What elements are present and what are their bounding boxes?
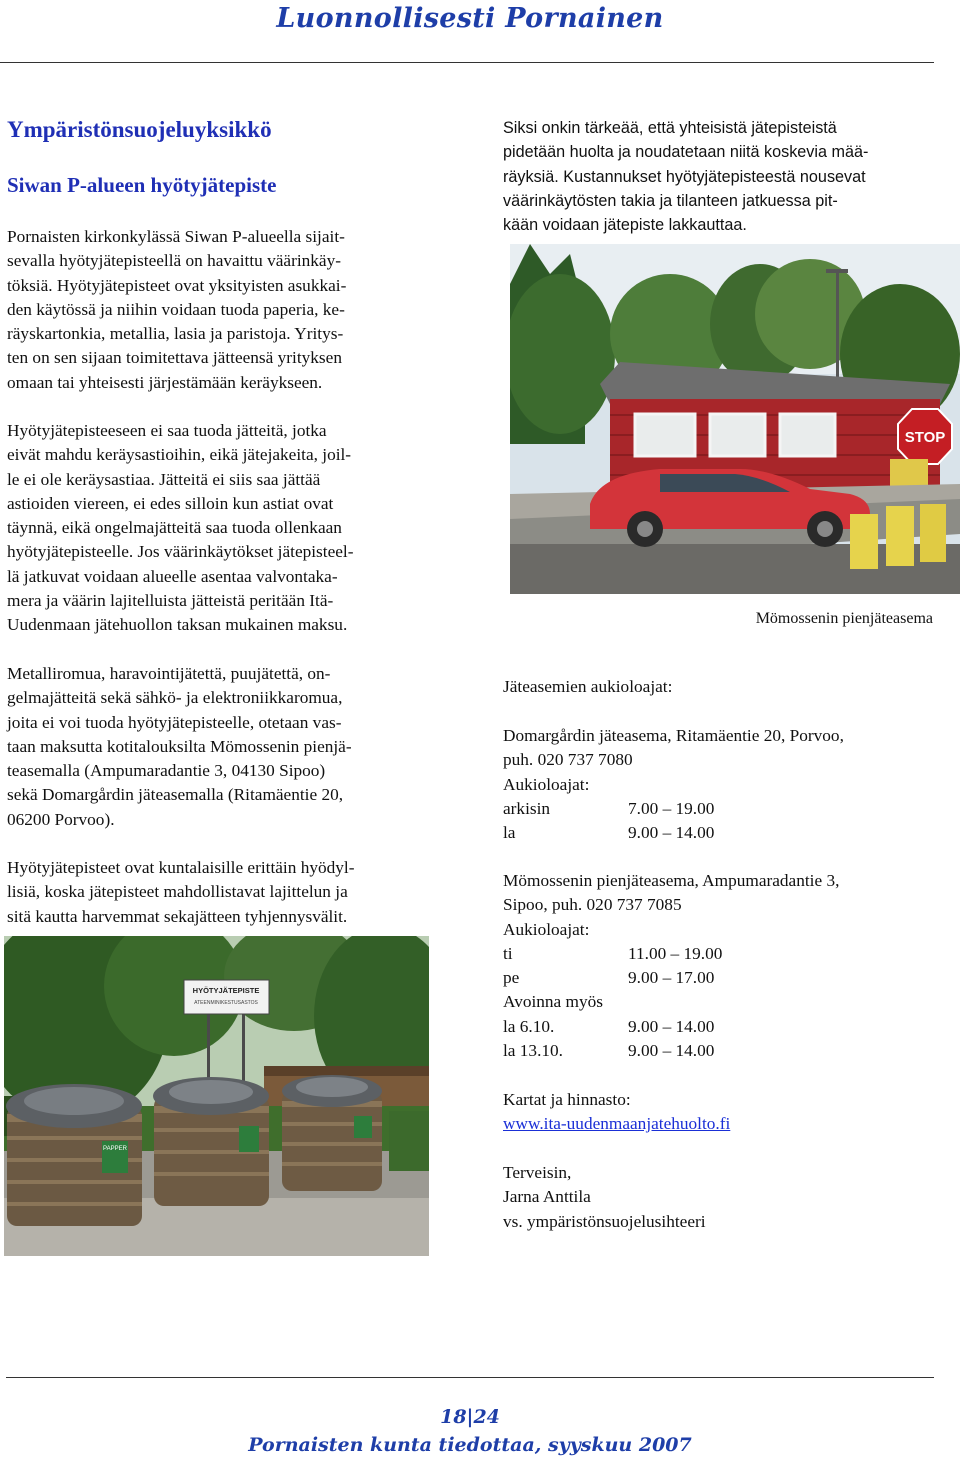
station-momossen <box>503 869 943 1063</box>
text-line: joita ei voi tuoda hyötyjätepisteelle, otetaan vas- <box>7 712 342 732</box>
hours-row <box>503 821 943 845</box>
recycling-bins-illustration <box>4 936 429 1256</box>
bin-1 <box>6 1084 142 1226</box>
text-line: sekä Domargårdin jäteasemalla (Ritamäentie 20, <box>7 785 344 805</box>
hours-day: arkisin <box>503 798 551 818</box>
waste-station-photo <box>510 244 960 594</box>
article-paragraph-1 <box>7 225 437 395</box>
text-line: omaan tai yhteisesti järjestämään keräykseen. <box>7 372 323 392</box>
text-line: täynnä, eikä ongelmajätteitä saa tuoda ollenkaan <box>7 518 342 538</box>
text-line: teasemalla (Ampumaradantie 3, 04130 Sipoo) <box>7 761 326 781</box>
hours-row <box>503 942 943 966</box>
stop-sign-text: STOP <box>904 429 946 446</box>
greeting: Terveisin, <box>503 1163 572 1182</box>
page-number: 18|24 <box>440 1406 500 1428</box>
hours-time: 9.00 – 14.00 <box>628 1016 715 1036</box>
text-line: eivät mahdu keräysastioihin, eikä jätejakeita, joil- <box>7 445 352 465</box>
text-line: astioiden viereen, ei edes silloin kun astiat ovat <box>7 493 334 513</box>
section-heading: Ympäristönsuojeluyksikkö <box>7 117 272 142</box>
text-line: väärinkäytösten takia ja tilanteen jatkuessa pit- <box>503 191 838 210</box>
text-line: kään voidaan jätepiste lakkauttaa. <box>503 216 747 235</box>
text-line: ten on sen sijaan toimitettava jätteensä yrityksen <box>7 348 342 368</box>
photo-caption: Mömossenin pienjäteasema <box>755 610 933 627</box>
text-line: le ei ole keräysastiaa. Jätteitä ei siis saa jättää <box>7 469 321 489</box>
sign-subtext: ATEENMINIKESTUSASTOS <box>194 1000 258 1006</box>
hours-label: Aukioloajat: <box>503 919 590 939</box>
hours-day: la 6.10. <box>503 1016 555 1036</box>
text-line: taan maksutta kotitalouksilta Mömossenin pienjä- <box>7 736 352 756</box>
hours-time: 7.00 – 19.00 <box>628 798 715 818</box>
text-line: Pornaisten kirkonkylässä Siwan P-alueella sijait- <box>7 227 345 246</box>
text-line: lisiä, koska jätepisteet mahdollistavat lajittelun ja <box>7 882 348 902</box>
text-line: pidetään huolta ja noudatetaan niitä koskevia mää- <box>503 143 869 162</box>
bin-2 <box>153 1077 269 1206</box>
article-paragraph-4 <box>7 856 437 929</box>
hours-row <box>503 1015 943 1039</box>
signature <box>503 1161 706 1234</box>
text-line: Hyötyjätepisteet ovat kuntalaisille erittäin hyödyl- <box>7 858 355 877</box>
bin-3 <box>282 1075 382 1191</box>
hours-day: ti <box>503 943 513 963</box>
hours-time: 9.00 – 17.00 <box>628 968 715 988</box>
maps-label: Kartat ja hinnasto: <box>503 1090 631 1109</box>
text-line: gelmajätteitä sekä sähkö- ja elektroniikkaromua, <box>7 688 343 708</box>
text-line: lä jatkuvat voidaan alueelle asentaa valvontaka- <box>7 566 338 586</box>
text-line: mera ja väärin lajitelluista jätteistä peritään Itä- <box>7 591 334 611</box>
newsletter-title: Luonnollisesti Pornainen <box>276 3 664 34</box>
hours-day: la 13.10. <box>503 1041 563 1061</box>
sign-text: HYÖTYJÄTEPISTE <box>192 986 260 995</box>
footer-title: Pornaisten kunta tiedottaa, syyskuu 2007 <box>248 1434 692 1456</box>
hours-day: pe <box>503 968 520 988</box>
hours-time: 9.00 – 14.00 <box>628 1041 715 1061</box>
text-line: räyskartonkia, metallia, lasia ja paristoja. Yritys- <box>7 324 344 344</box>
maps-link[interactable]: www.ita-uudenmaanjatehuolto.fi <box>503 1114 731 1133</box>
text-line: den käytössä ja niihin voidaan tuoda paperia, ke- <box>7 299 345 319</box>
author-title: vs. ympäristönsuojelusihteeri <box>503 1211 706 1231</box>
waste-station-illustration <box>510 244 960 594</box>
bin-label: PAPPER <box>103 1146 127 1152</box>
station-phone: puh. 020 737 7080 <box>503 750 633 770</box>
recycling-point-photo <box>4 936 429 1256</box>
hours-time: 9.00 – 14.00 <box>628 823 715 843</box>
station-name: Domargårdin jäteasema, Ritamäentie 20, Porvoo, <box>503 726 844 745</box>
text-line: sevalla hyötyjätepisteellä on havaittu väärinkäy- <box>7 251 341 271</box>
text-line: sitä kautta harvemmat sekajätteen tyhjennysvälit. <box>7 906 348 926</box>
hours-row <box>503 797 943 821</box>
footer-rule <box>6 1377 934 1378</box>
station-name: Mömossenin pienjäteasema, Ampumaradantie 3, <box>503 871 840 890</box>
header-rule <box>0 62 934 63</box>
hours-row <box>503 966 943 990</box>
article-paragraph-3 <box>7 662 437 832</box>
text-line: Uudenmaan jätehuollon taksan mukainen maksu. <box>7 615 348 635</box>
text-line: Metalliromua, haravointijätettä, puujätettä, on- <box>7 664 331 683</box>
hours-time: 11.00 – 19.00 <box>628 943 723 963</box>
article-continuation <box>503 116 943 237</box>
article-title: Siwan P-alueen hyötyjätepiste <box>7 173 277 197</box>
text-line: hyötyjätepisteelle. Jos väärinkäytökset jätepisteel- <box>7 542 354 562</box>
text-line: töksiä. Hyötyjätepisteet ovat yksityisten asukkai- <box>7 275 347 295</box>
article-paragraph-2 <box>7 419 437 638</box>
text-line: 06200 Porvoo). <box>7 809 115 829</box>
station-phone: Sipoo, puh. 020 737 7085 <box>503 895 682 915</box>
hours-label: Aukioloajat: <box>503 774 590 794</box>
author-name: Jarna Anttila <box>503 1187 591 1207</box>
text-line: räyksiä. Kustannukset hyötyjätepisteestä nousevat <box>503 167 866 186</box>
text-line: Hyötyjätepisteeseen ei saa tuoda jätteitä, jotka <box>7 421 327 440</box>
station-domargard <box>503 724 943 845</box>
hours-heading: Jäteasemien aukioloajat: <box>503 677 673 696</box>
extra-hours-label: Avoinna myös <box>503 992 603 1012</box>
hours-day: la <box>503 823 516 843</box>
text-line: Siksi onkin tärkeää, että yhteisistä jätepisteistä <box>503 119 837 137</box>
hours-row <box>503 1039 943 1063</box>
